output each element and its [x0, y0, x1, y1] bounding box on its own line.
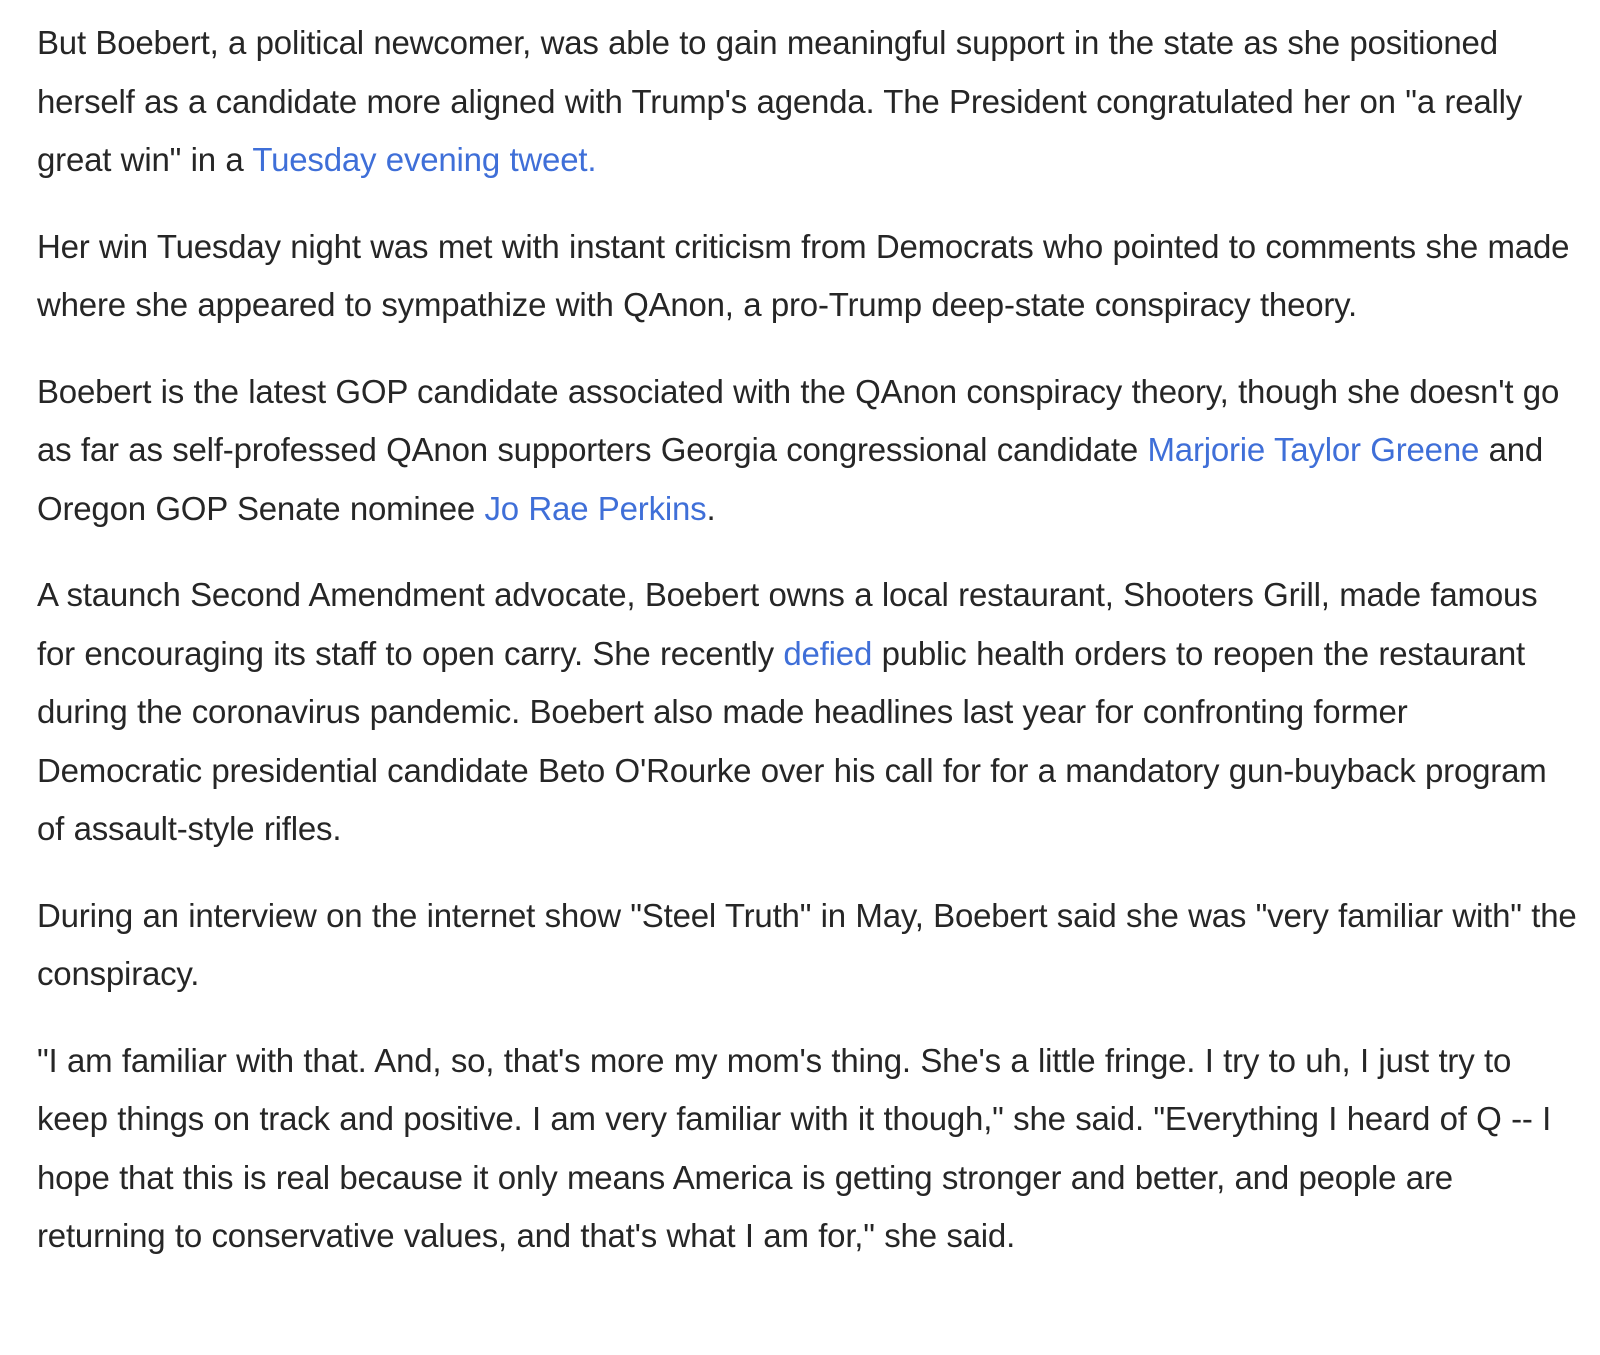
paragraph-text: public health orders to reopen the restaurant during the coronavirus pandemic. Boebert also made headlines last year for confronting former Democratic presidential candidate Beto O'Rourke over his call for for a mandatory gun-buyback program of assault-style rifles. — [37, 634, 1547, 847]
article-body — [37, 14, 1577, 1294]
paragraph-5 — [37, 887, 1577, 1004]
paragraph-text: Her win Tuesday night was met with instant criticism from Democrats who pointed to comments she made where she appeared to sympathize with QAnon, a pro-Trump deep-state conspiracy theory. — [37, 227, 1570, 323]
tuesday-evening-tweet-link[interactable]: Tuesday evening tweet. — [252, 141, 597, 178]
defied-link[interactable]: defied — [783, 634, 873, 672]
paragraph-2 — [37, 218, 1577, 335]
paragraph-1 — [37, 14, 1577, 190]
jo-rae-perkins-link[interactable]: Jo Rae Perkins — [484, 489, 707, 527]
paragraph-4 — [37, 566, 1577, 859]
paragraph-text: But Boebert, a political newcomer, was able to gain meaningful support in the state as she positioned herself as a candidate more aligned with Trump's agenda. The President congratulated her on "a really great win" in a — [37, 24, 1523, 178]
paragraph-text: . — [706, 489, 716, 527]
paragraph-text: and Oregon GOP Senate nominee — [37, 431, 1544, 527]
paragraph-6 — [37, 1032, 1577, 1266]
paragraph-3 — [37, 363, 1577, 539]
paragraph-text: During an interview on the internet show "Steel Truth" in May, Boebert said she was "very familiar with" the conspiracy. — [37, 896, 1577, 992]
paragraph-text: A staunch Second Amendment advocate, Boebert owns a local restaurant, Shooters Grill, made famous for encouraging its staff to open carry. She recently — [37, 576, 1538, 672]
marjorie-taylor-greene-link[interactable]: Marjorie Taylor Greene — [1147, 431, 1480, 468]
paragraph-text: "I am familiar with that. And, so, that's more my mom's thing. She's a little fringe. I try to uh, I just try to keep things on track and positive. I am very familiar with it though," she said. "Everything I heard of Q -- I hope that this is real because it only means America is getting stronger and better, and people are returning to conservative values, and that's what I am for," she said. — [37, 1041, 1552, 1254]
paragraph-text: Boebert is the latest GOP candidate associated with the QAnon conspiracy theory, though she doesn't go as far as self-professed QAnon supporters Georgia congressional candidate — [37, 372, 1560, 468]
